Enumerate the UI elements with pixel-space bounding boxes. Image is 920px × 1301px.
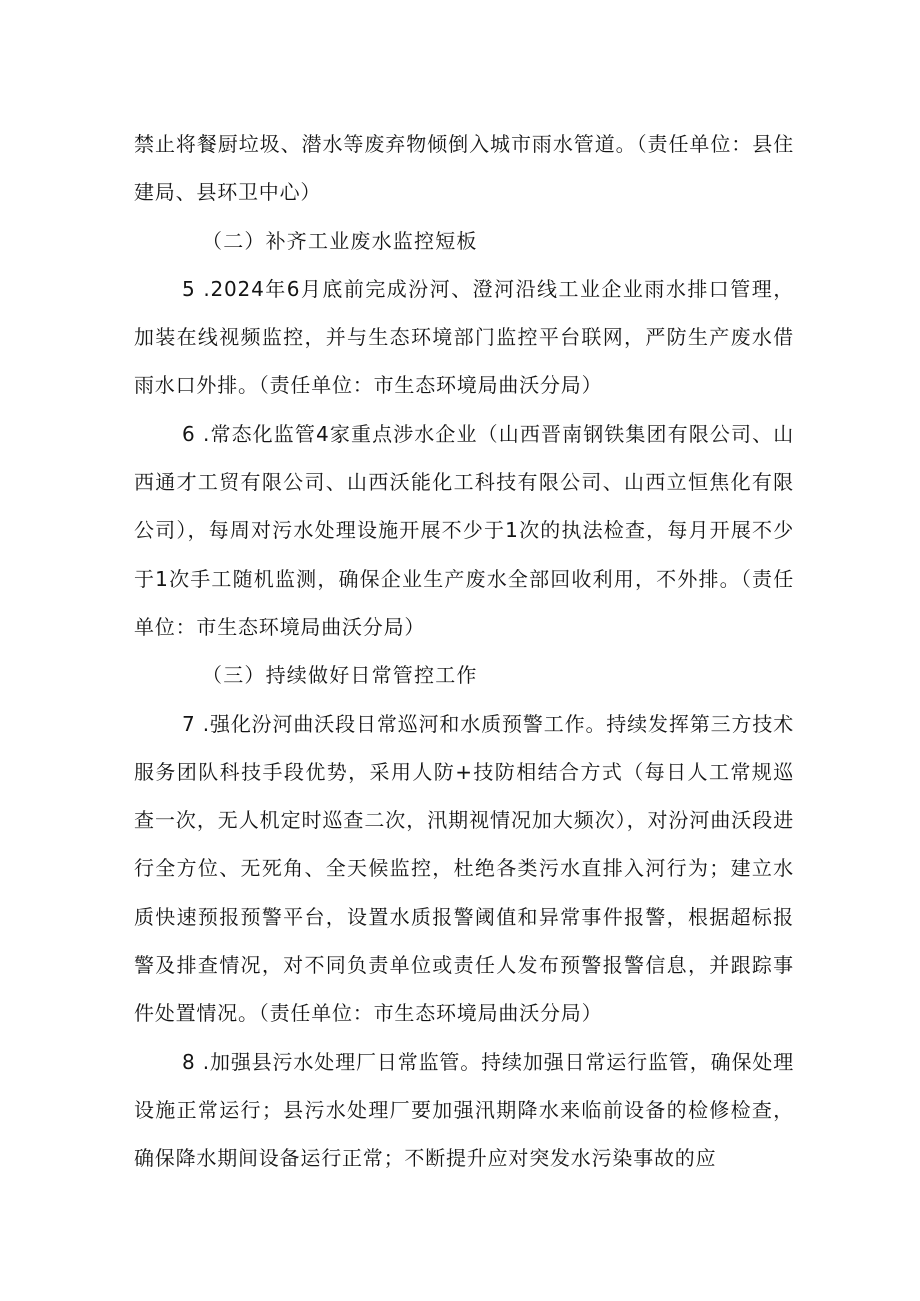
document-body [134,120,794,1183]
section-heading-2: （二）补齐工业废水监控短板 [202,228,478,253]
paragraph-item-8: 8 .加强县污水处理厂日常监管。持续加强日常运行监管，确保处理设施正常运行；县污水处理厂要加强汛期降水来临前设备的检修检查，确保降水期间设备运行正常；不断提升应对突发水污染事故的应 [134,1049,794,1171]
paragraph-continuation: 禁止将餐厨垃圾、潜水等废弃物倾倒入城市雨水管道。（责任单位：县住建局、县环卫中心） [134,132,794,205]
paragraph-item-5: 5 .2024年6月底前完成汾河、澄河沿线工业企业雨水排口管理，加装在线视频监控，并与生态环境部门监控平台联网，严防生产废水借雨水口外排。（责任单位：市生态环境局曲沃分局） [134,276,794,398]
section-heading-3: （三）持续做好日常管控工作 [202,663,478,688]
paragraph-item-7: 7 .强化汾河曲沃段日常巡河和水质预警工作。持续发挥第三方技术服务团队科技手段优势，采用人防+技防相结合方式（每日人工常规巡查一次，无人机定时巡查二次，汛期视情况加大频次），对汾河曲沃段进行全方位、无死角、全天候监控，杜绝各类污水直排入河行为；建立水质快速预报预警平台，设置水质报警阈值和异常事件报警，根据超标报警及排查情况，对不同负责单位或责任人发布预警报警信息，并跟踪事件处置情况。（责任单位：市生态环境局曲沃分局） [134,711,794,1026]
paragraph-item-6: 6 .常态化监管4家重点涉水企业（山西晋南钢铁集团有限公司、山西通才工贸有限公司、山西沃能化工科技有限公司、山西立恒焦化有限公司），每周对污水处理设施开展不少于1次的执法检查，每月开展不少于1次手工随机监测，确保企业生产废水全部回收利用，不外排。（责任单位：市生态环境局曲沃分局） [134,421,794,639]
